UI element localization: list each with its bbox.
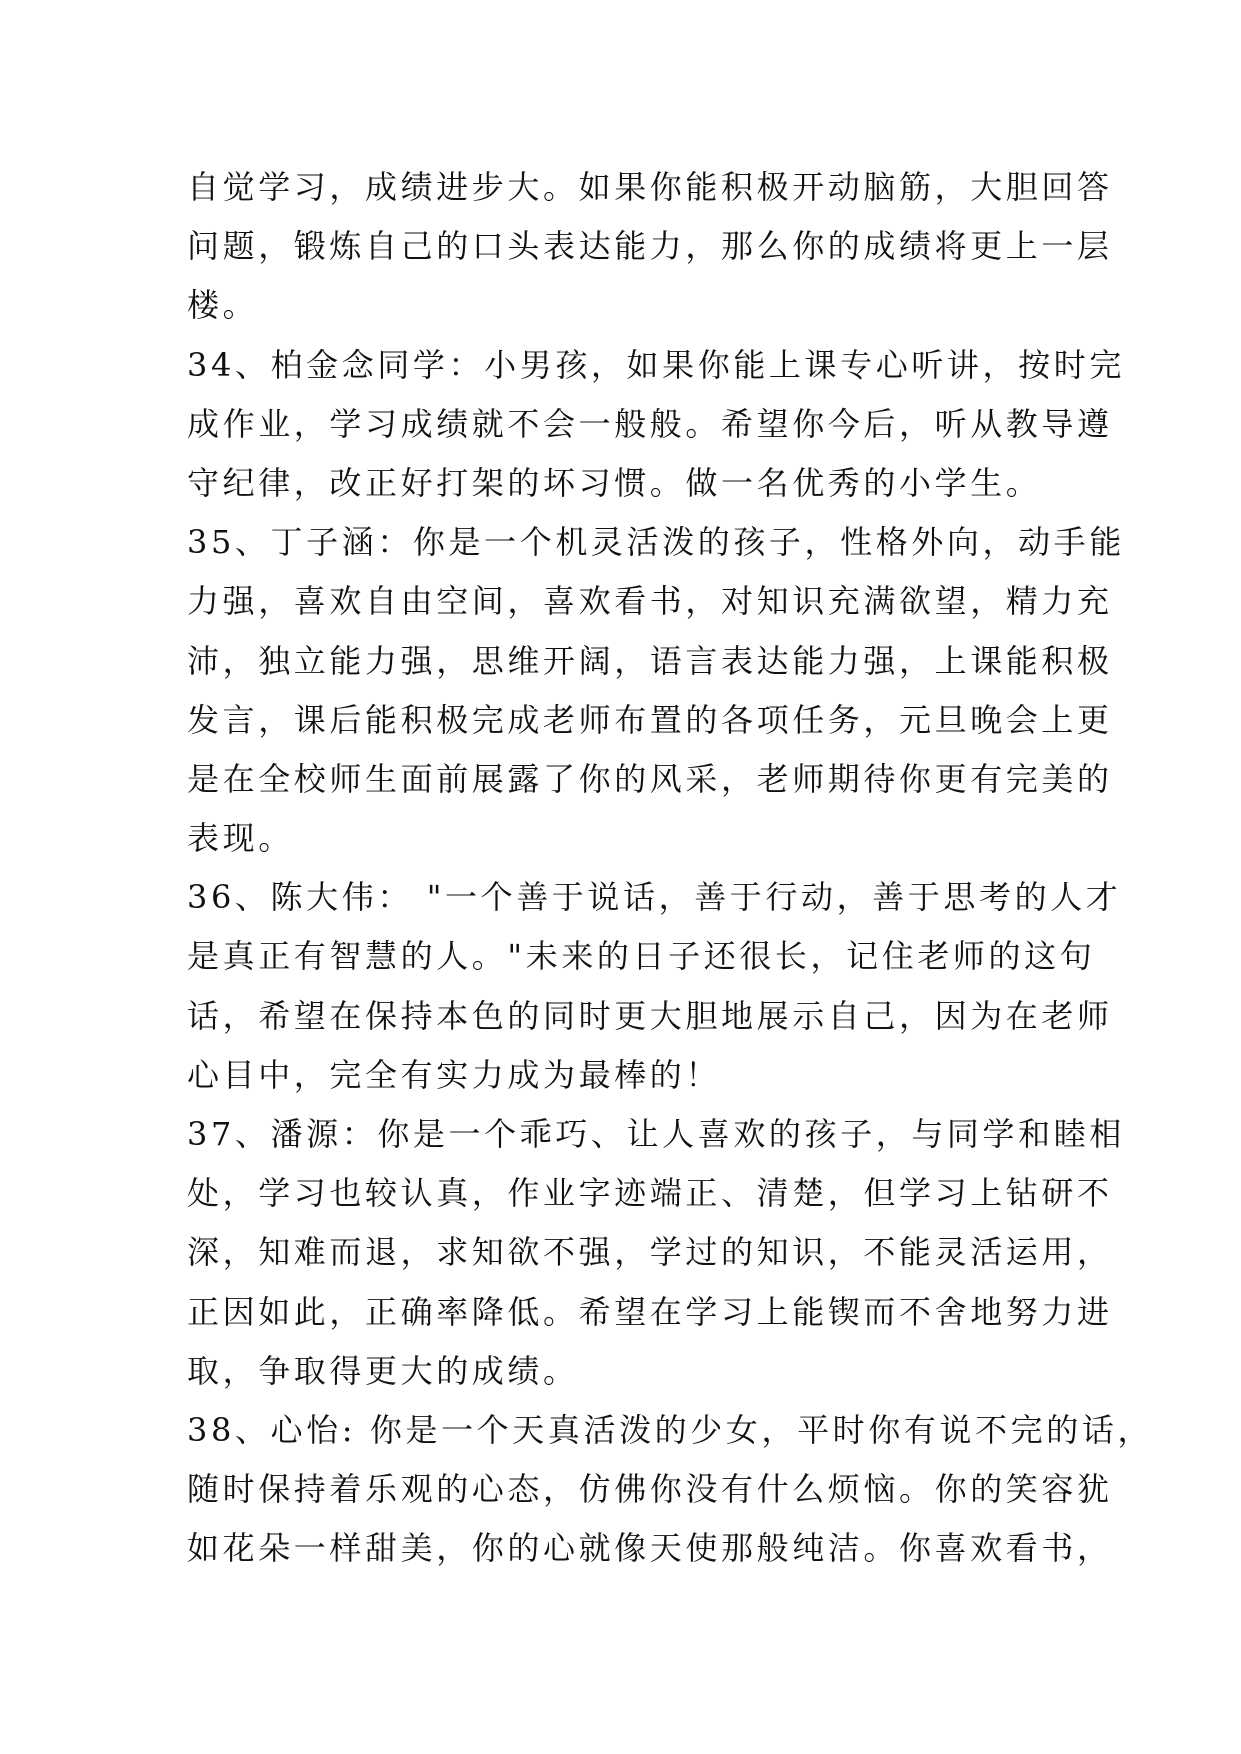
text-line: 随时保持着乐观的心态，仿佛你没有什么烦恼。你的笑容犹 — [187, 1470, 1113, 1509]
text-line: 自觉学习，成绩进步大。如果你能积极开动脑筋，大胆回答 — [187, 168, 1113, 206]
text-line: 如花朵一样甜美，你的心就像天使那般纯洁。你喜欢看书， — [187, 1529, 1113, 1568]
text-line: 正因如此，正确率降低。希望在学习上能锲而不舍地努力进 — [187, 1292, 1113, 1331]
text-line: 成作业，学习成绩就不会一般般。希望你今后，听从教导遵 — [187, 404, 1113, 443]
text-line: 是在全校师生面前展露了你的风采，老师期待你更有完美的 — [187, 759, 1113, 798]
text-line: 力强，喜欢自由空间，喜欢看书，对知识充满欲望，精力充 — [187, 582, 1113, 621]
text-line: 处，学习也较认真，作业字迹端正、清楚，但学习上钻研不 — [187, 1174, 1113, 1213]
text-line: 38、心怡: 你是一个天真活泼的少女，平时你有说不完的话， — [187, 1410, 1154, 1449]
body-text — [187, 158, 1154, 1579]
text-line: 36、陈大伟： "一个善于说话，善于行动，善于思考的人才 — [187, 878, 1122, 917]
text-line: 楼。 — [187, 286, 259, 325]
text-line: 发言，课后能积极完成老师布置的各项任务，元旦晚会上更 — [187, 700, 1113, 739]
text-line: 深，知难而退，求知欲不强，学过的知识，不能灵活运用， — [187, 1233, 1113, 1272]
text-line: 34、柏金念同学：小男孩，如果你能上课专心听讲，按时完 — [187, 345, 1125, 384]
text-line: 表现。 — [187, 819, 294, 858]
text-line: 35、丁子涵：你是一个机灵活泼的孩子，性格外向，动手能 — [187, 523, 1125, 562]
text-line: 沛，独立能力强，思维开阔，语言表达能力强，上课能积极 — [187, 641, 1113, 680]
text-line: 问题，锻炼自己的口头表达能力，那么你的成绩将更上一层 — [187, 227, 1113, 266]
text-line: 心目中，完全有实力成为最棒的！ — [187, 1055, 722, 1094]
text-line: 取，争取得更大的成绩。 — [187, 1351, 579, 1390]
text-line: 守纪律，改正好打架的坏习惯。做一名优秀的小学生。 — [187, 463, 1042, 502]
text-line: 37、潘源：你是一个乖巧、让人喜欢的孩子，与同学和睦相 — [187, 1115, 1125, 1153]
text-line: 是真正有智慧的人。"未来的日子还很长，记住老师的这句 — [187, 937, 1096, 976]
text-line: 话，希望在保持本色的同时更大胆地展示自己，因为在老师 — [187, 996, 1113, 1035]
